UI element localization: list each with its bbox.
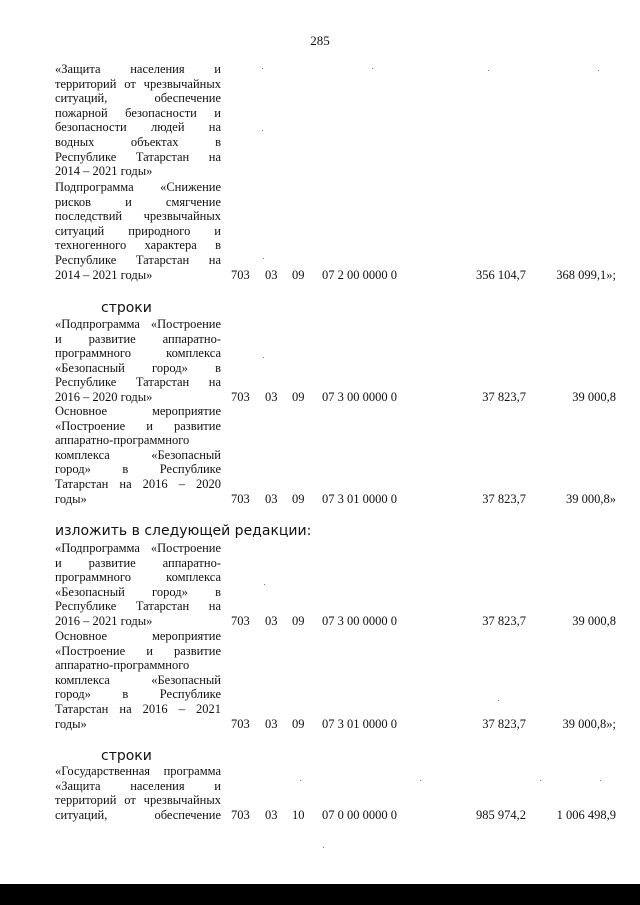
kbk-section: 03 [265, 807, 278, 822]
scan-speck [264, 584, 265, 585]
description-line: ситуаций природного и [55, 223, 221, 238]
scan-speck [420, 780, 421, 781]
scan-speck [598, 70, 599, 71]
description-line: аппаратно-программного [55, 433, 190, 448]
description-line: Республике Татарстан на [55, 149, 221, 164]
kbk-section: 03 [265, 390, 278, 404]
kbk-section: 03 [265, 491, 278, 506]
kbk-target-article: 07 0 00 0000 0 [322, 807, 397, 822]
kbk-ministry-code: 703 [231, 716, 250, 731]
description-line: 2016 – 2020 годы» [55, 389, 153, 404]
description-line: «Построение и развитие [55, 418, 221, 433]
kbk-subsection: 09 [292, 267, 305, 282]
kbk-ministry-code: 703 [231, 807, 250, 822]
amount-year-2: 368 099,1»; [556, 267, 616, 282]
description-line: водных объектах в [55, 134, 221, 149]
row-description [55, 180, 221, 282]
description-line: программного комплекса [55, 570, 221, 585]
description-line: «Государственная программа [55, 764, 221, 778]
description-line: «Подпрограмма «Построение [55, 541, 221, 555]
amount-year-2: 1 006 498,9 [556, 807, 616, 822]
description-line: «Безопасный город» в [55, 360, 221, 375]
description-line: техногенного характера в [55, 238, 221, 253]
description-line: комплекса «Безопасный [55, 447, 221, 462]
description-line: и развитие аппаратно- [55, 555, 221, 570]
description-line: годы» [55, 716, 87, 731]
description-line: Республике Татарстан на [55, 375, 221, 390]
amount-year-2: 39 000,8»; [562, 716, 616, 731]
description-line: ситуаций, обеспечение [55, 807, 221, 822]
kbk-subsection: 09 [292, 491, 305, 506]
description-line: Татарстан на 2016 – 2021 [55, 701, 221, 716]
description-line: программного комплекса [55, 346, 221, 361]
scan-speck [300, 780, 301, 781]
description-line: «Безопасный город» в [55, 584, 221, 599]
scan-speck [263, 357, 264, 358]
kbk-ministry-code: 703 [231, 390, 250, 404]
description-line: годы» [55, 491, 87, 506]
scan-speck [263, 258, 264, 259]
description-line: рисков и смягчение [55, 194, 221, 209]
scan-speck [488, 70, 489, 71]
row-description [55, 62, 221, 179]
amount-year-2: 39 000,8 [572, 614, 616, 628]
kbk-ministry-code: 703 [231, 491, 250, 506]
description-line: «Защита населения и [55, 778, 221, 793]
amount-year-2: 39 000,8 [572, 390, 616, 404]
description-line: Основное мероприятие [55, 404, 221, 418]
description-line: 2014 – 2021 годы» [55, 164, 153, 179]
scan-speck [540, 780, 541, 781]
description-line: территорий от чрезвычайных [55, 76, 221, 91]
amount-year-1: 985 974,2 [476, 807, 526, 822]
section-heading-rows-2: строки [101, 748, 152, 764]
description-line: территорий от чрезвычайных [55, 793, 221, 808]
amount-year-2: 39 000,8» [566, 491, 616, 506]
kbk-subsection: 09 [292, 614, 305, 628]
description-line: «Построение и развитие [55, 643, 221, 658]
description-line: последствий чрезвычайных [55, 209, 221, 224]
kbk-target-article: 07 2 00 0000 0 [322, 267, 397, 282]
description-line: Подпрограмма «Снижение [55, 180, 221, 194]
kbk-ministry-code: 703 [231, 614, 250, 628]
description-line: аппаратно-программного [55, 658, 190, 673]
description-line: Республике Татарстан на [55, 599, 221, 614]
description-line: безопасности людей на [55, 120, 221, 135]
description-line: город» в Республике [55, 462, 221, 477]
scan-speck [323, 847, 324, 848]
kbk-target-article: 07 3 00 0000 0 [322, 390, 397, 404]
scan-speck [262, 68, 263, 69]
scan-speck [600, 780, 601, 781]
description-line: Республике Татарстан на [55, 252, 221, 267]
description-line: «Подпрограмма «Построение [55, 317, 221, 331]
description-line: 2014 – 2021 годы» [55, 267, 153, 282]
row-description [55, 629, 221, 731]
amount-year-1: 37 823,7 [482, 614, 526, 628]
description-line: 2016 – 2021 годы» [55, 613, 153, 628]
amount-year-1: 356 104,7 [476, 267, 526, 282]
row-description [55, 404, 221, 506]
kbk-subsection: 09 [292, 390, 305, 404]
kbk-subsection: 09 [292, 716, 305, 731]
kbk-section: 03 [265, 716, 278, 731]
kbk-target-article: 07 3 00 0000 0 [322, 614, 397, 628]
section-heading-rows-1: строки [101, 300, 152, 316]
amount-year-1: 37 823,7 [482, 716, 526, 731]
amount-year-1: 37 823,7 [482, 390, 526, 404]
kbk-ministry-code: 703 [231, 267, 250, 282]
scan-speck [498, 700, 499, 701]
description-line: «Защита населения и [55, 62, 221, 76]
row-description [55, 541, 221, 629]
page-number: 285 [310, 33, 330, 48]
description-line: Основное мероприятие [55, 629, 221, 643]
description-line: и развитие аппаратно- [55, 331, 221, 346]
row-description [55, 317, 221, 405]
scan-bottom-border [0, 884, 640, 905]
description-line: город» в Республике [55, 687, 221, 702]
scan-speck [262, 130, 263, 131]
description-line: ситуаций, обеспечение [55, 91, 221, 106]
scan-speck [372, 68, 373, 69]
kbk-section: 03 [265, 267, 278, 282]
kbk-section: 03 [265, 614, 278, 628]
amount-year-1: 37 823,7 [482, 491, 526, 506]
section-heading-replace: изложить в следующей редакции: [55, 523, 312, 539]
row-description [55, 764, 221, 822]
description-line: Татарстан на 2016 – 2020 [55, 476, 221, 491]
description-line: комплекса «Безопасный [55, 672, 221, 687]
kbk-target-article: 07 3 01 0000 0 [322, 716, 397, 731]
description-line: пожарной безопасности и [55, 105, 221, 120]
kbk-subsection: 10 [292, 807, 305, 822]
kbk-target-article: 07 3 01 0000 0 [322, 491, 397, 506]
